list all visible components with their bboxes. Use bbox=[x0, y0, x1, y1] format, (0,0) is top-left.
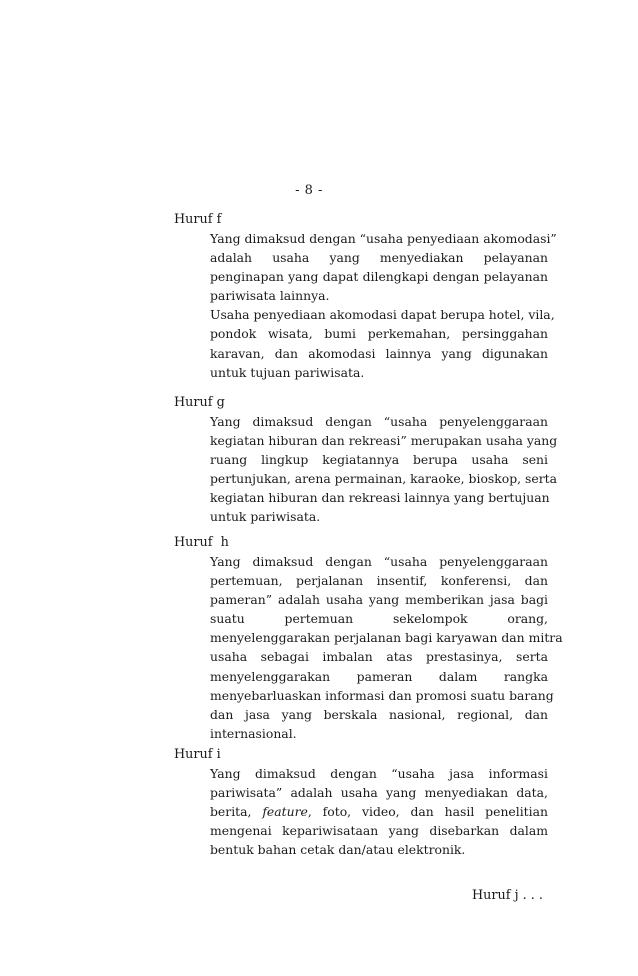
section-body bbox=[210, 229, 557, 382]
text-line: pariwisata lainnya. bbox=[210, 288, 330, 304]
paragraph bbox=[210, 229, 557, 382]
text-line: pertemuan, perjalanan insentif, konferensi, dan bbox=[210, 573, 548, 589]
section-body bbox=[210, 412, 558, 527]
text-line: berita, feature, foto, video, dan hasil penelitian bbox=[210, 804, 548, 820]
section-heading: Huruf h bbox=[174, 535, 229, 550]
section-body bbox=[210, 552, 563, 743]
text-line: Usaha penyediaan akomodasi dapat berupa hotel, vila, bbox=[210, 307, 555, 323]
text-line: pertunjukan, arena permainan, karaoke, bioskop, serta bbox=[210, 471, 558, 487]
text-line: usaha sebagai imbalan atas prestasinya, serta bbox=[210, 649, 548, 665]
text-line: ruang lingkup kegiatannya berupa usaha seni bbox=[210, 452, 548, 468]
text-line: pariwisata” adalah usaha yang menyediakan data, bbox=[210, 785, 548, 801]
text-line: Yang dimaksud dengan “usaha jasa informasi bbox=[210, 766, 548, 781]
paragraph bbox=[210, 764, 548, 859]
text-line: pameran” adalah usaha yang memberikan jasa bagi bbox=[210, 592, 548, 608]
text-line: Yang dimaksud dengan “usaha penyelenggaraan bbox=[210, 554, 548, 569]
text-line: suatu pertemuan sekelompok orang, bbox=[210, 611, 548, 627]
section-heading: Huruf f bbox=[174, 212, 222, 227]
section-huruf-i bbox=[174, 745, 554, 859]
text-line: mengenai kepariwisataan yang disebarkan dalam bbox=[210, 823, 548, 839]
text-line: Yang dimaksud dengan “usaha penyediaan akomodasi” bbox=[210, 231, 557, 246]
section-heading: Huruf i bbox=[174, 747, 221, 762]
text-line: dan jasa yang berskala nasional, regional, dan bbox=[210, 706, 548, 722]
text-line: penginapan yang dapat dilengkapi dengan pelayanan bbox=[210, 269, 548, 285]
text-line: bentuk bahan cetak dan/atau elektronik. bbox=[210, 842, 466, 858]
paragraph bbox=[210, 552, 563, 743]
text-line: untuk tujuan pariwisata. bbox=[210, 364, 365, 380]
text-line: karavan, dan akomodasi lainnya yang digunakan bbox=[210, 345, 548, 361]
paragraph bbox=[210, 412, 558, 527]
text-line: kegiatan hiburan dan rekreasi” merupakan usaha yang bbox=[210, 433, 558, 449]
text-line: Yang dimaksud dengan “usaha penyelenggaraan bbox=[210, 414, 548, 429]
text-line: menyelenggarakan pameran dalam rangka bbox=[210, 668, 548, 684]
text-line: kegiatan hiburan dan rekreasi lainnya yang bertujuan bbox=[210, 490, 550, 506]
text-line: untuk pariwisata. bbox=[210, 509, 321, 525]
section-heading: Huruf g bbox=[174, 395, 225, 410]
section-body bbox=[210, 764, 548, 859]
italic-term: feature bbox=[262, 804, 308, 820]
text-line: menyebarluaskan informasi dan promosi suatu barang bbox=[210, 687, 554, 703]
page-number: - 8 - bbox=[295, 183, 323, 198]
section-huruf-g bbox=[174, 393, 558, 527]
section-huruf-f bbox=[174, 210, 557, 382]
text-line: adalah usaha yang menyediakan pelayanan bbox=[210, 250, 548, 266]
text-line: internasional. bbox=[210, 725, 297, 741]
catchword: Huruf j . . . bbox=[472, 888, 543, 903]
section-huruf-h bbox=[174, 533, 563, 743]
text-line: pondok wisata, bumi perkemahan, persinggahan bbox=[210, 326, 548, 342]
text-line: menyelenggarakan perjalanan bagi karyawan dan mitra bbox=[210, 630, 563, 646]
